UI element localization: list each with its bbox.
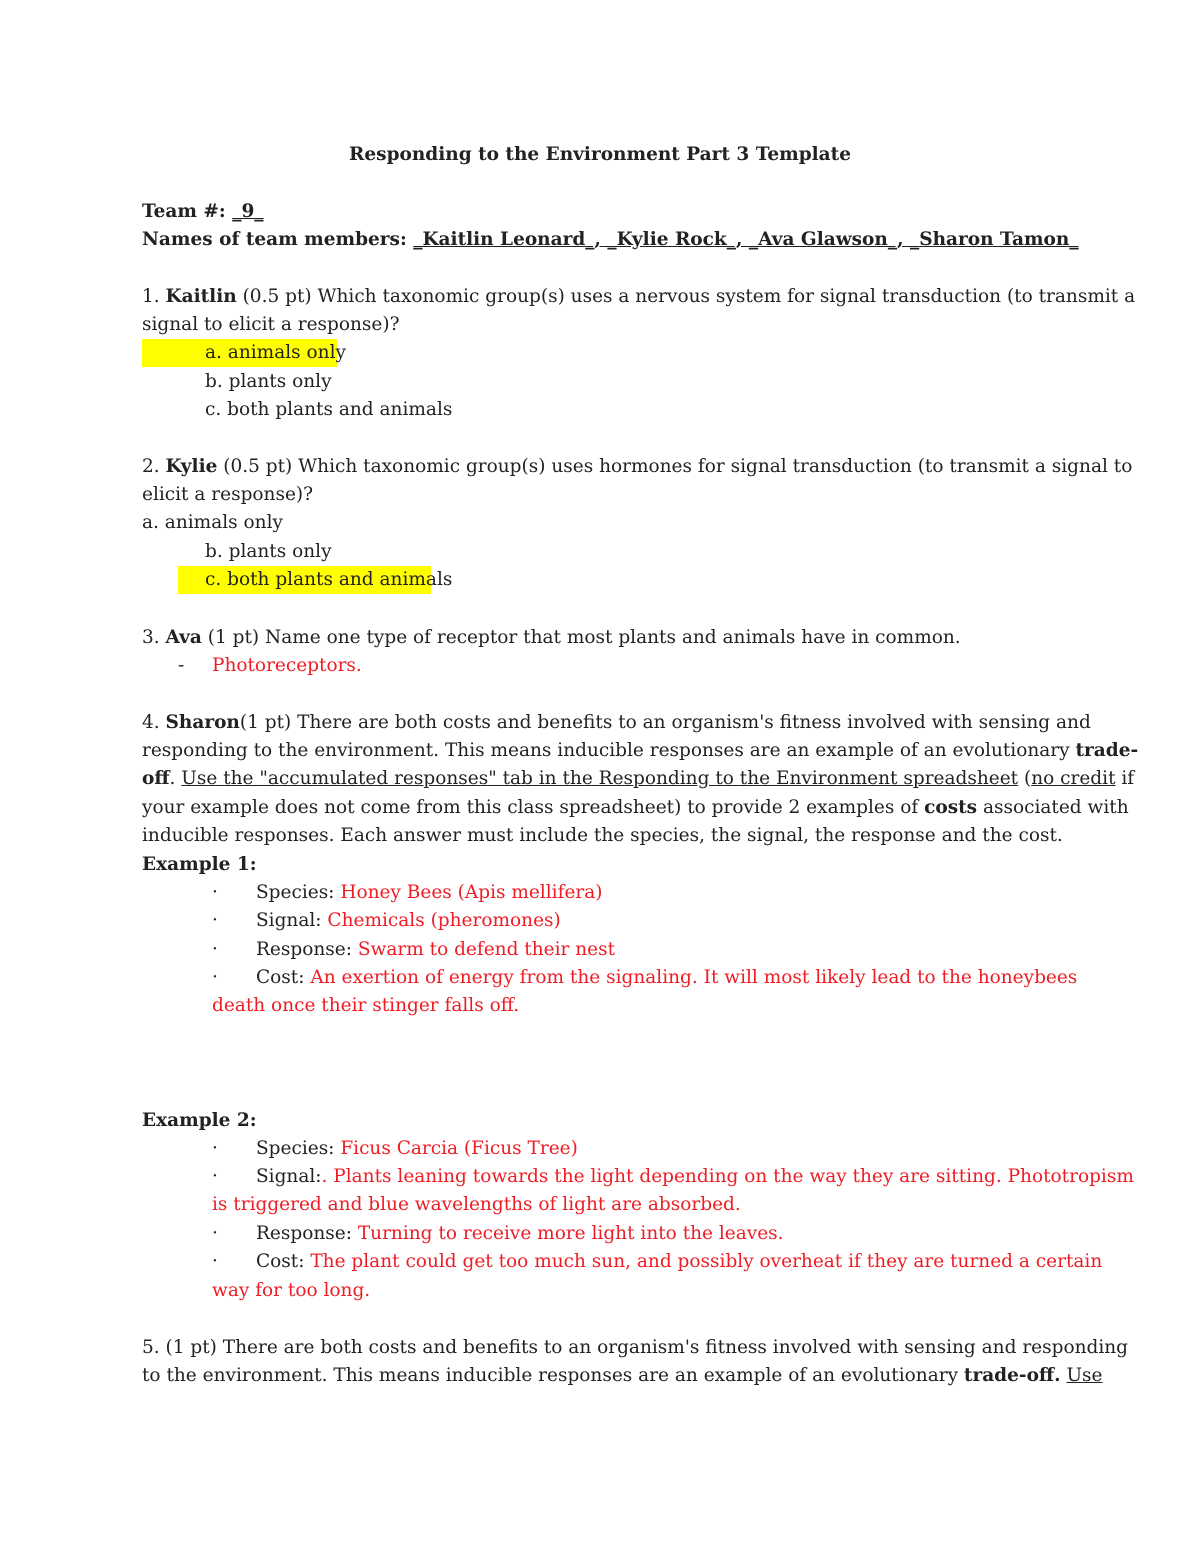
q4-no-credit: no credit [1031, 768, 1116, 789]
q1-option-a: a. animals only [205, 342, 346, 363]
members-names: _Kaitlin Leonard_, _Kylie Rock_, _Ava Glawson_, _Sharon Tamon_ [413, 229, 1079, 250]
species-answer: Ficus Carcia (Ficus Tree) [340, 1138, 578, 1159]
q4-text-2: responding to the environment. This means inducible responses are an example of an evolutionary [142, 740, 1076, 761]
q2-option-c: c. both plants and animals [205, 569, 453, 590]
q4-text-3a: . [169, 768, 182, 789]
q2-assignee: Kylie [165, 456, 218, 477]
q1-number: 1. [142, 286, 166, 307]
response-label: Response: [256, 1223, 358, 1244]
q4-trade-off-part1: trade- [1075, 740, 1139, 761]
q4-line5: inducible responses. Each answer must include the species, the signal, the response and the cost. [142, 825, 1063, 846]
bullet: · [212, 1223, 218, 1244]
example1-signal [212, 907, 561, 935]
q4-trade-off-part2: off [142, 768, 170, 789]
q4-text-3b: ( [1018, 768, 1032, 789]
example2-signal [212, 1163, 1134, 1191]
example1-species [212, 879, 602, 907]
members-line [142, 226, 1079, 254]
q1-assignee: Kaitlin [165, 286, 237, 307]
q1-option-c: c. both plants and animals [205, 399, 453, 420]
signal-answer: Chemicals (pheromones) [327, 910, 561, 931]
example2-cost [212, 1248, 1102, 1276]
q4-costs: costs [924, 797, 978, 818]
q3-assignee: Ava [165, 627, 202, 648]
q4-assignee: Sharon [165, 712, 240, 733]
members-label: Names of team members: [142, 229, 414, 250]
document-title: Responding to the Environment Part 3 Template [349, 144, 851, 165]
q3-answer: Photoreceptors. [212, 655, 362, 676]
q3-dash: - [178, 655, 185, 676]
q4-text-4a: your example does not come from this class spreadsheet) to provide 2 examples of [142, 797, 925, 818]
signal-label: Signal: [256, 1166, 322, 1187]
cost-label: Cost: [256, 967, 311, 988]
q2-text: (0.5 pt) Which taxonomic group(s) uses hormones for signal transduction (to transmit a signal to [217, 456, 1133, 477]
q3-number: 3. [142, 627, 166, 648]
q4-text-3c: if [1115, 768, 1135, 789]
cost-label: Cost: [256, 1251, 311, 1272]
q5-use: Use [1066, 1365, 1103, 1386]
example1-cost [212, 964, 1077, 992]
bullet: · [212, 939, 218, 960]
q4-spreadsheet-reference: Use the "accumulated responses" tab in the Responding to the Environment spreadsheet [181, 768, 1019, 789]
response-answer: Swarm to defend their nest [357, 939, 616, 960]
example2-response [212, 1220, 784, 1248]
q1-text: (0.5 pt) Which taxonomic group(s) uses a nervous system for signal transduction (to transmit a [236, 286, 1136, 307]
q1-line2: signal to elicit a response)? [142, 314, 400, 335]
q4-text-4b: associated with [977, 797, 1129, 818]
q3-line [142, 624, 961, 652]
example2-species [212, 1135, 578, 1163]
q4-number: 4. [142, 712, 166, 733]
q4-line4 [142, 794, 1129, 822]
q1-option-b: b. plants only [205, 371, 332, 392]
bullet: · [212, 1166, 218, 1187]
example1-response [212, 936, 615, 964]
q2-option-b: b. plants only [205, 541, 332, 562]
q2-line1 [142, 453, 1132, 481]
q5-line1: 5. (1 pt) There are both costs and benefits to an organism's fitness involved with sensing and responding [142, 1337, 1129, 1358]
q1-line1 [142, 283, 1135, 311]
species-label: Species: [256, 882, 341, 903]
response-label: Response: [256, 939, 358, 960]
q4-text-1: (1 pt) There are both costs and benefits to an organism's fitness involved with sensing and [239, 712, 1091, 733]
q5-trade-off: trade-off. [963, 1365, 1061, 1386]
example2-signal-cont: is triggered and blue wavelengths of light are absorbed. [212, 1194, 741, 1215]
signal-label: Signal: [256, 910, 328, 931]
example1-label: Example 1: [142, 854, 257, 875]
q4-line3 [142, 765, 1134, 793]
q4-line2 [142, 737, 1138, 765]
q2-number: 2. [142, 456, 166, 477]
q2-line2: elicit a response)? [142, 484, 314, 505]
q4-line1 [142, 709, 1091, 737]
bullet: · [212, 910, 218, 931]
bullet: · [212, 967, 218, 988]
team-label: Team #: [142, 201, 233, 222]
example2-label: Example 2: [142, 1110, 257, 1131]
q3-text: (1 pt) Name one type of receptor that most plants and animals have in common. [201, 627, 961, 648]
example1-cost-cont: death once their stinger falls off. [212, 995, 520, 1016]
signal-answer: . Plants leaning towards the light depending on the way they are sitting. Phototropism [321, 1166, 1134, 1187]
q5-line2 [142, 1362, 1102, 1390]
response-answer: Turning to receive more light into the leaves. [357, 1223, 784, 1244]
species-label: Species: [256, 1138, 341, 1159]
cost-answer: The plant could get too much sun, and possibly overheat if they are turned a certain [310, 1251, 1103, 1272]
example2-cost-cont: way for too long. [212, 1280, 371, 1301]
species-answer: Honey Bees (Apis mellifera) [340, 882, 603, 903]
bullet: · [212, 1251, 218, 1272]
team-line [142, 198, 264, 226]
bullet: · [212, 882, 218, 903]
team-number: _9_ [232, 201, 264, 222]
bullet: · [212, 1138, 218, 1159]
q2-option-a: a. animals only [142, 512, 283, 533]
q5-text: to the environment. This means inducible responses are an example of an evolutionary [142, 1365, 964, 1386]
cost-answer: An exertion of energy from the signaling. It will most likely lead to the honeybees [310, 967, 1078, 988]
